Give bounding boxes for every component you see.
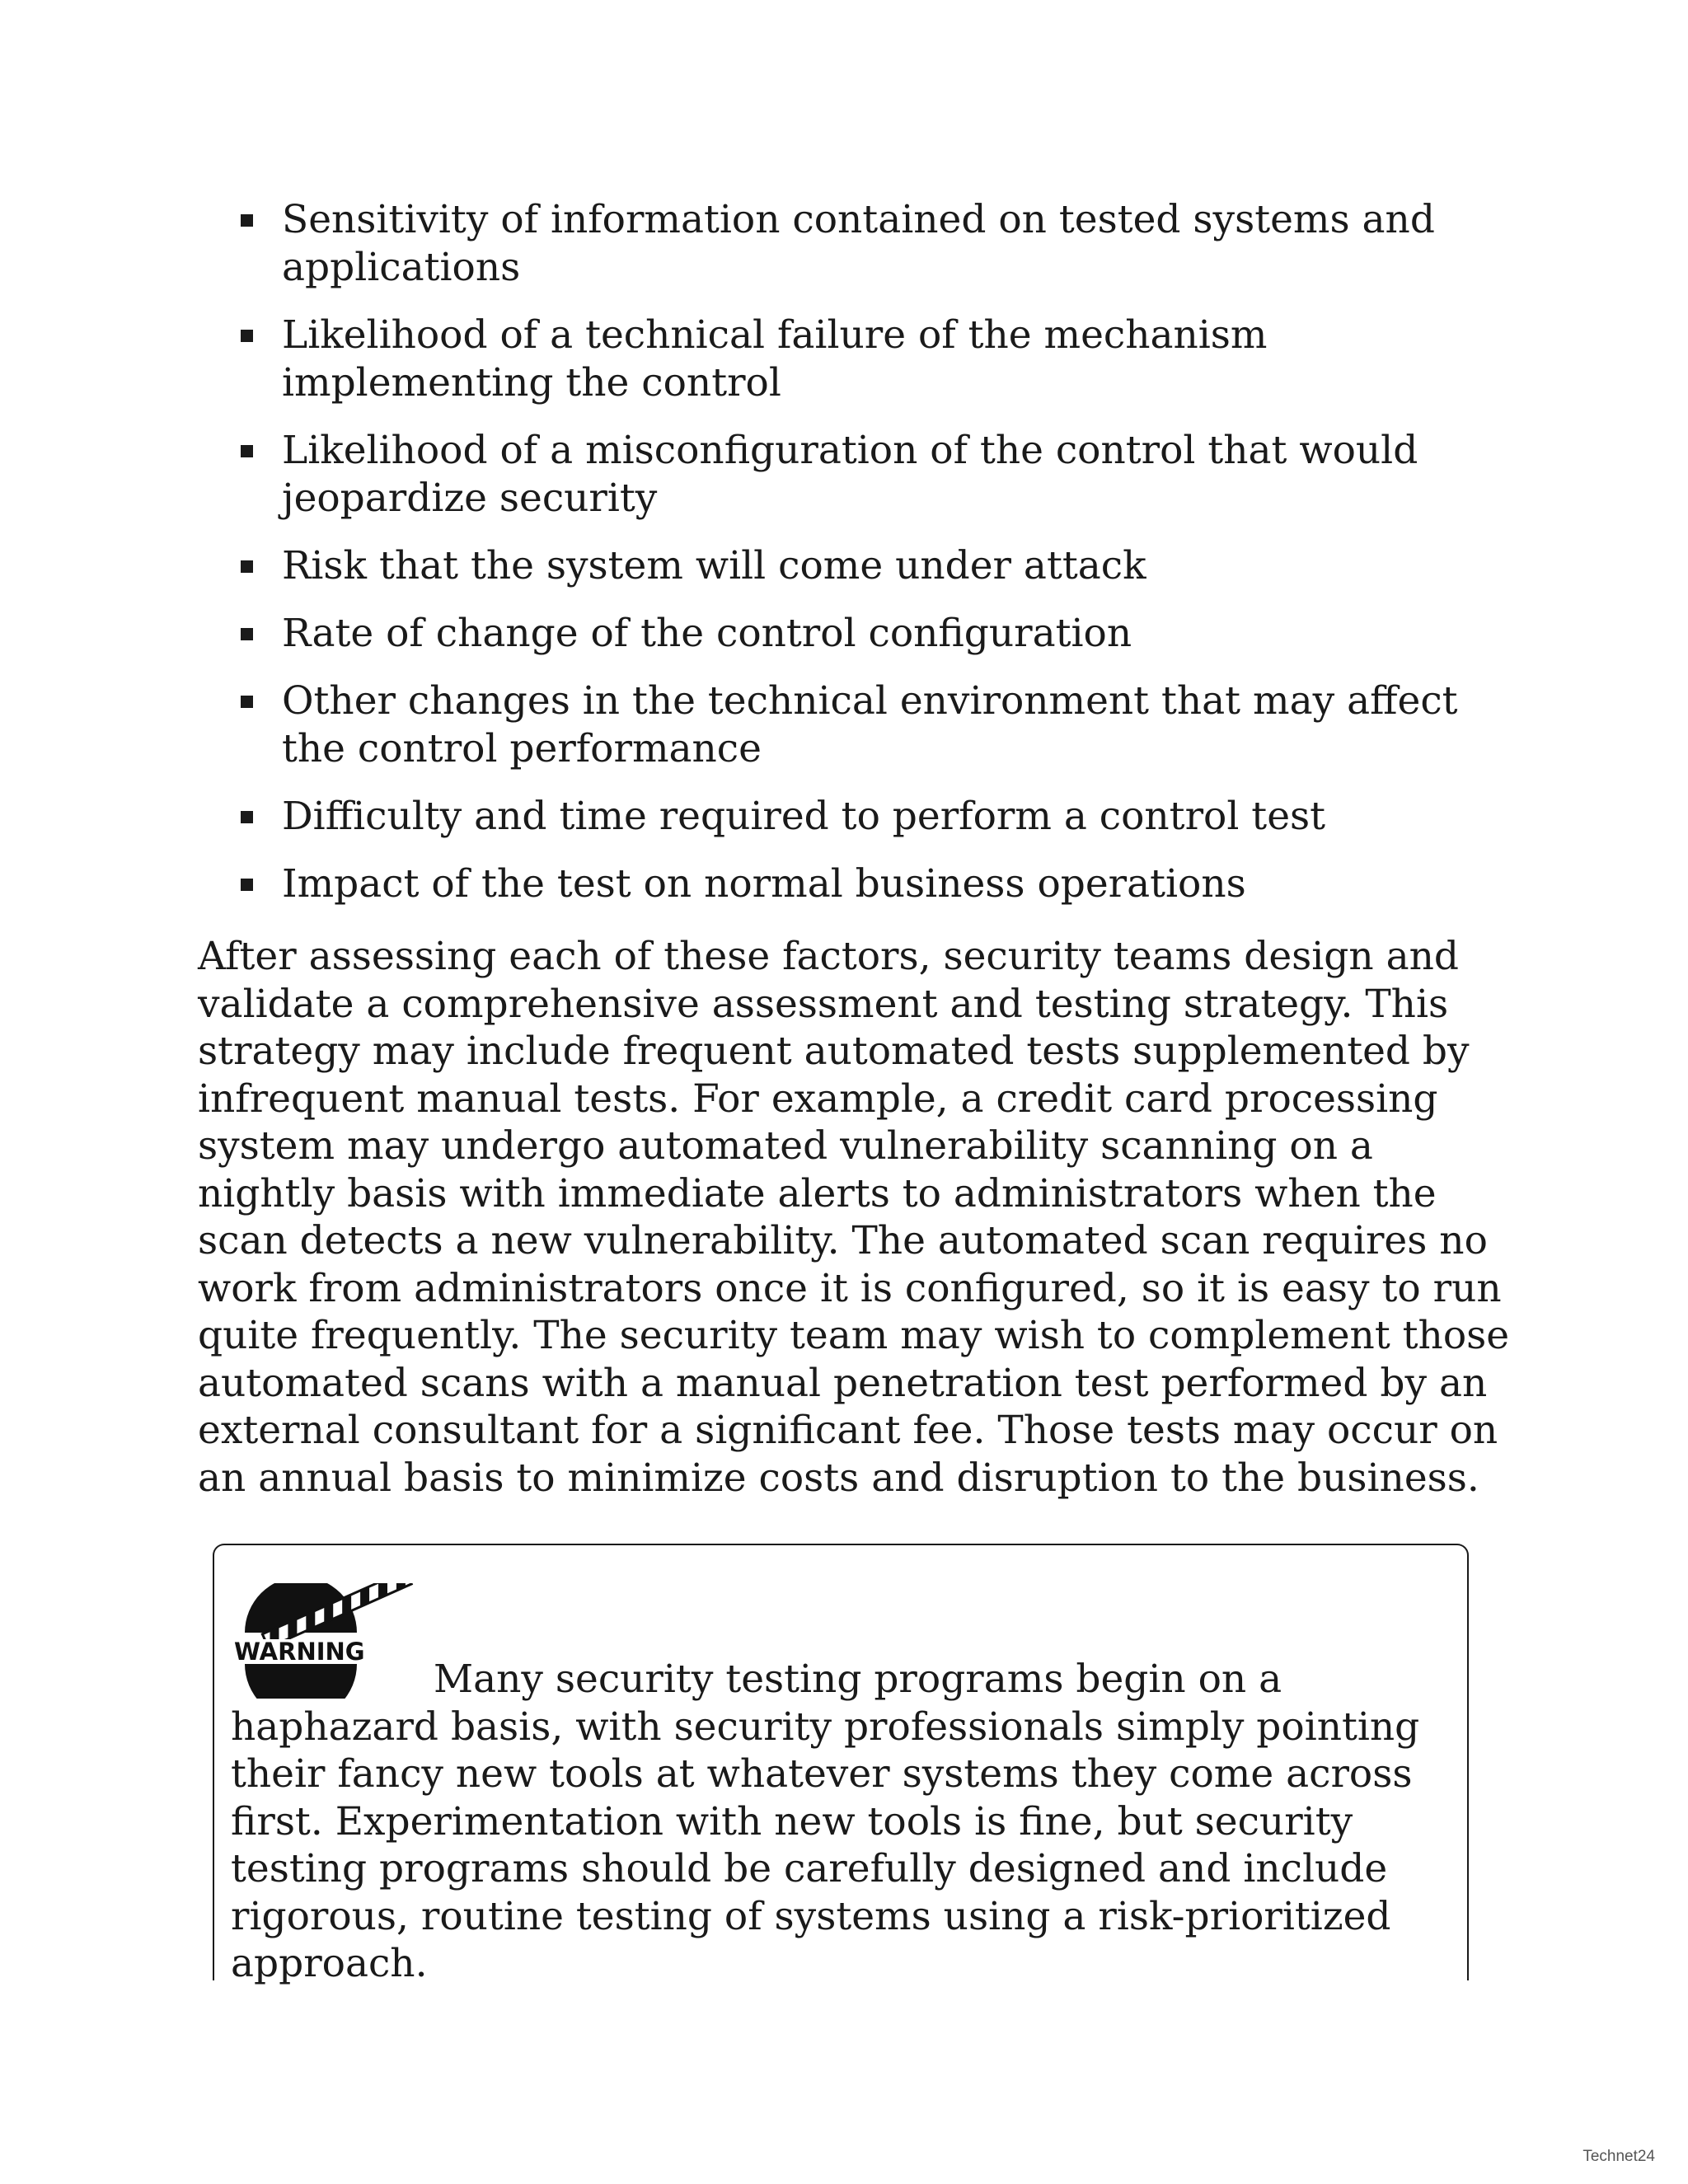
list-item (239, 196, 1492, 292)
list-item (239, 793, 1492, 841)
list-item-text: Difficulty and time required to perform a control test (282, 794, 1326, 839)
list-item (239, 677, 1492, 773)
body-paragraph: After assessing each of these factors, security teams design and validate a comprehensive assessment and testing strategy. This strategy may include frequent automated tests supplemented by infrequent manual tests. For example, a credit card processing system may undergo automated vulnerability scanning on a nightly basis with immediate alerts to administrators when the scan detects a new vulnerability. The automated scan requires no work from administrators once it is configured, so it is easy to run quite frequently. The security team may wish to complement those automated scans with a manual penetration test performed by an external consultant for a significant fee. Those tests may occur on an annual basis to minimize costs and disruption to the business. (198, 934, 1510, 1501)
list-item-text: Risk that the system will come under attack (282, 543, 1146, 588)
list-item (239, 542, 1492, 590)
square-bullet-icon (241, 560, 253, 573)
list-item (239, 312, 1492, 407)
list-item-text: Impact of the test on normal business operations (282, 861, 1246, 907)
warning-body: Many security testing programs begin on a haphazard basis, with security professionals simply pointing their fancy new tools at whatever systems they come across first. Experimentation with new tools is fine, but security testing programs should be carefully designed and include rigorous, routine testing of systems using a risk-prioritized approach. (231, 1657, 1420, 1986)
square-bullet-icon (241, 214, 253, 227)
warning-text (231, 1656, 1467, 1988)
list-item-text: Rate of change of the control configuration (282, 611, 1132, 656)
square-bullet-icon (241, 879, 253, 891)
list-item (239, 610, 1492, 658)
square-bullet-icon (241, 811, 253, 823)
list-item-text: Other changes in the technical environment that may affect the control performance (282, 678, 1458, 771)
square-bullet-icon (241, 445, 253, 457)
list-item (239, 427, 1492, 523)
watermark: Technet24 (1582, 2148, 1655, 2165)
list-item-text: Sensitivity of information contained on tested systems and applications (282, 197, 1435, 290)
square-bullet-icon (241, 628, 253, 640)
list-item-text: Likelihood of a misconfiguration of the control that would jeopardize security (282, 428, 1418, 521)
factor-list (239, 196, 1492, 928)
warning-icon-label: WARNING (234, 1638, 365, 1666)
list-item-text: Likelihood of a technical failure of the mechanism implementing the control (282, 312, 1268, 405)
square-bullet-icon (241, 696, 253, 708)
warning-callout (213, 1544, 1469, 1986)
list-item (239, 860, 1492, 908)
square-bullet-icon (241, 330, 253, 342)
